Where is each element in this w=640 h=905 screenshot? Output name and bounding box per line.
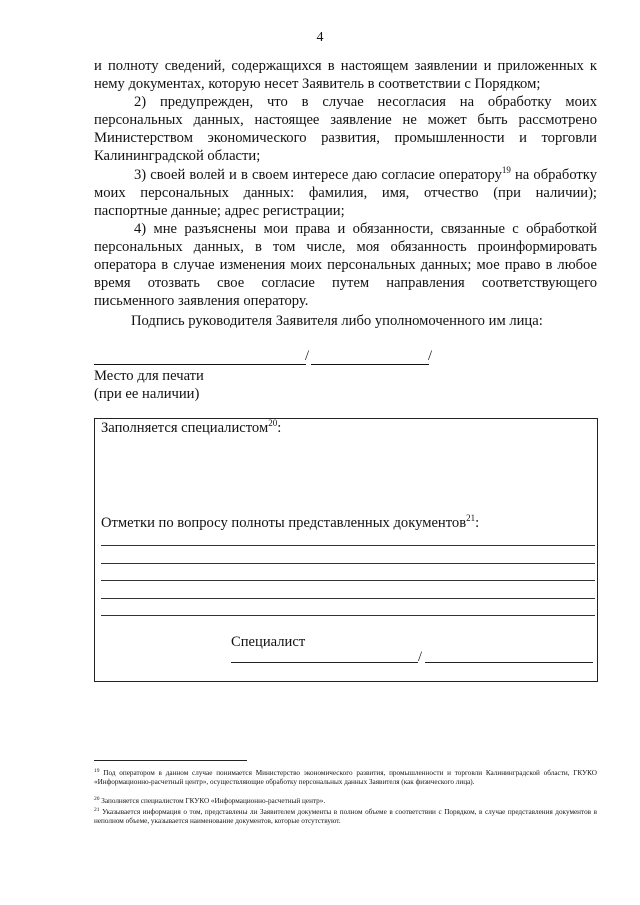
- completeness-marks-colon: :: [475, 515, 480, 531]
- specialist-signature-field[interactable]: [231, 648, 418, 663]
- footnote-19-mark: 19: [94, 768, 100, 774]
- footnote-19: [94, 769, 597, 788]
- footnote-21-text: Указывается информация о том, представлены ли Заявителем документы в полном объеме в соответствии с Порядком, в случае представления документов в неполном объеме, указывается наименование документов, которые отсутствуют.: [94, 808, 598, 826]
- paragraph-item-3-start: 3) своей волей и в своем интересе даю согласие оператору: [134, 166, 502, 183]
- footnote-21-mark: 21: [94, 807, 100, 813]
- footnote-ref-21[interactable]: 21: [466, 513, 476, 523]
- signature-field[interactable]: [94, 346, 306, 365]
- signature-slash-1: /: [305, 348, 310, 364]
- completeness-marks-title: [101, 515, 479, 532]
- footnote-20-text: Заполняется специалистом ГКУКО «Информационно-расчетный центр».: [101, 797, 326, 805]
- stamp-note: (при ее наличии): [94, 386, 200, 402]
- signature-slash-2: /: [428, 348, 433, 364]
- signature-title: Подпись руководителя Заявителя либо уполномоченного им лица:: [131, 313, 543, 329]
- specialist-box-title-text: Заполняется специалистом: [101, 420, 269, 436]
- specialist-label: Специалист: [231, 634, 306, 650]
- paragraph-item-4: 4) мне разъяснены мои права и обязанности, связанные с обработкой персональных данных, в том числе, моя обязанность проинформировать оператора в случае изменения моих персональных данных; мое право в любое время отозвать свое согласие путем направления соответствующего письменного заявления оператору.: [94, 220, 597, 310]
- consent-text: [94, 57, 597, 310]
- specialist-box-title-colon: :: [277, 420, 282, 436]
- marks-line-4[interactable]: [101, 598, 595, 599]
- paragraph-item-3-end: на обработку моих персональных данных: фамилия, имя, отчество (при наличии); паспортные данные; адрес регистрации;: [94, 166, 597, 219]
- specialist-slash: /: [418, 649, 423, 665]
- footnote-20-mark: 20: [94, 796, 100, 802]
- footnote-ref-19[interactable]: 19: [501, 164, 511, 175]
- paragraph-continuation: и полноту сведений, содержащихся в настоящем заявлении и приложенных к нему документах, которую несет Заявитель в соответствии с Порядком;: [94, 58, 597, 93]
- footnote-19-text: Под оператором в данном случае понимается Министерство экономического развития, промышленности и торговли Калининградской области, ГКУКО «Информационно-расчетный центр», осуществляющие обработку персональных данных Заявителя (как физического лица).: [94, 769, 597, 787]
- specialist-name-field[interactable]: [425, 648, 593, 663]
- marks-line-3[interactable]: [101, 580, 595, 581]
- completeness-marks-title-text: Отметки по вопросу полноты представленных документов: [101, 515, 467, 531]
- marks-line-1[interactable]: [101, 545, 595, 546]
- paragraph-item-2: 2) предупрежден, что в случае несогласия на обработку моих персональных данных, настоящее заявление не может быть рассмотрено Министерством экономического развития, промышленности и торговли Калининградской области;: [94, 94, 597, 165]
- page-number: 4: [316, 30, 324, 45]
- stamp-place: [94, 367, 204, 403]
- stamp-label: Место для печати: [94, 368, 204, 384]
- footnote-ref-20[interactable]: 20: [268, 418, 278, 428]
- footnote-separator: [94, 760, 247, 761]
- paragraph-item-3: [94, 166, 597, 220]
- signature-name-field[interactable]: [311, 346, 429, 365]
- specialist-box-title: [101, 420, 281, 437]
- marks-line-2[interactable]: [101, 563, 595, 564]
- footnote-20: [94, 797, 597, 806]
- specialist-box: [94, 418, 598, 682]
- marks-line-5[interactable]: [101, 615, 595, 616]
- footnote-21: [94, 808, 597, 827]
